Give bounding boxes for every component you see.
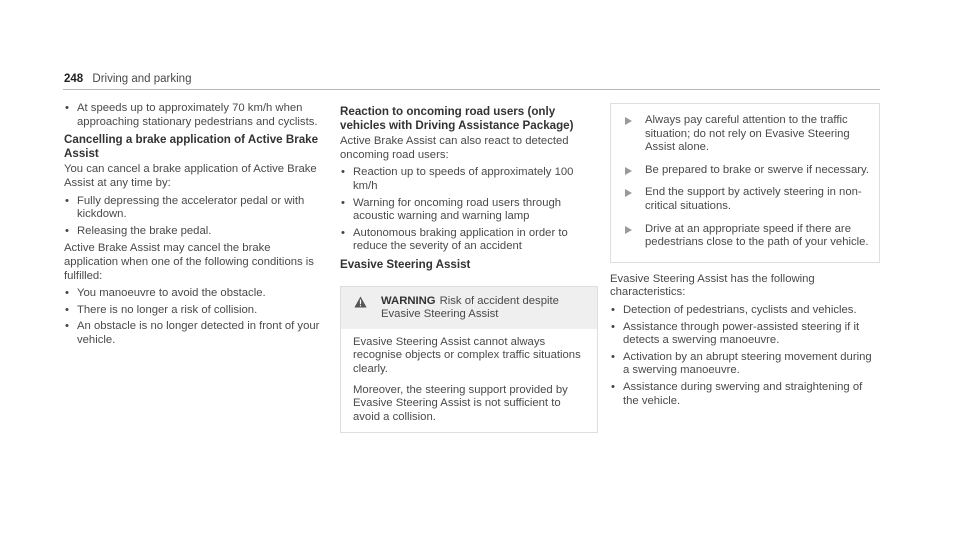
cancel-heading: Cancelling a brake application of Active Brake Assist bbox=[64, 133, 319, 160]
instruction-text: Be prepared to brake or swerve if necessary. bbox=[645, 163, 869, 176]
arrow-right-icon bbox=[625, 189, 632, 197]
warning-header bbox=[341, 287, 597, 329]
instruction-box bbox=[610, 103, 880, 263]
instruction-item bbox=[619, 114, 871, 155]
evasive-heading: Evasive Steering Assist bbox=[340, 257, 471, 271]
characteristics-intro: Evasive Steering Assist has the following characteristics: bbox=[610, 272, 815, 299]
list-item: • Warning for oncoming road users through acoustic warning and warning lamp bbox=[340, 197, 598, 224]
page-header bbox=[64, 73, 191, 87]
warning-paragraph-1: Evasive Steering Assist cannot always recognise objects or complex traffic situations clearly. bbox=[353, 335, 581, 375]
list-item: • Fully depressing the accelerator pedal or with kickdown. bbox=[64, 195, 322, 222]
warning-title: Risk of accident despite Evasive Steering Assist bbox=[381, 294, 559, 321]
list-item: • Activation by an abrupt steering movement during a swerving manoeuvre. bbox=[610, 351, 880, 378]
page-number: 248 bbox=[64, 73, 84, 85]
cancel-intro: You can cancel a brake application of Active Brake Assist at any time by: bbox=[64, 163, 317, 189]
list-item: • You manoeuvre to avoid the obstacle. bbox=[64, 287, 322, 301]
instruction-text: Always pay careful attention to the traffic situation; do not rely on Evasive Steering Assist alone. bbox=[645, 114, 850, 154]
instruction-item bbox=[619, 164, 871, 178]
instruction-list bbox=[611, 104, 879, 262]
column-1 bbox=[64, 102, 322, 352]
instruction-item bbox=[619, 223, 871, 250]
oncoming-heading: Reaction to oncoming road users (only vehicles with Driving Assistance Package) bbox=[340, 105, 574, 132]
speed-bullet-list bbox=[64, 102, 322, 129]
list-item: • Releasing the brake pedal. bbox=[64, 225, 322, 239]
list-item: • Assistance through power-assisted steering if it detects a swerving manoeuvre. bbox=[610, 321, 880, 348]
section-title: Driving and parking bbox=[92, 73, 192, 85]
list-item: • Detection of pedestrians, cyclists and vehicles. bbox=[610, 304, 880, 318]
oncoming-bullet-list bbox=[340, 166, 598, 254]
conditions-paragraph: Active Brake Assist may cancel the brake application when one of the following conditions is fulfilled: bbox=[64, 242, 314, 282]
conditions-bullet-list bbox=[64, 287, 322, 347]
list-item: • There is no longer a risk of collision. bbox=[64, 304, 322, 318]
warning-body bbox=[341, 329, 597, 433]
warning-label: WARNING bbox=[381, 294, 436, 307]
cancel-bullet-list bbox=[64, 195, 322, 239]
oncoming-intro: Active Brake Assist can also react to detected oncoming road users: bbox=[340, 135, 569, 161]
arrow-right-icon bbox=[625, 117, 632, 125]
list-item: • Assistance during swerving and straightening of the vehicle. bbox=[610, 381, 880, 408]
instruction-item bbox=[619, 186, 871, 213]
characteristics-bullet-list bbox=[610, 304, 880, 408]
arrow-right-icon bbox=[625, 167, 632, 175]
list-item: • At speeds up to approximately 70 km/h when approaching stationary pedestrians and cyclists. bbox=[64, 102, 322, 129]
column-3 bbox=[610, 103, 880, 412]
instruction-text: End the support by actively steering in non-critical situations. bbox=[645, 186, 862, 212]
header-divider bbox=[63, 89, 880, 90]
warning-icon bbox=[354, 296, 367, 308]
list-item: • Reaction up to speeds of approximately 100 km/h bbox=[340, 166, 598, 193]
column-2 bbox=[340, 102, 598, 433]
list-item: • Autonomous braking application in order to reduce the severity of an accident bbox=[340, 227, 598, 254]
instruction-text: Drive at an appropriate speed if there are pedestrians close to the path of your vehicle. bbox=[645, 222, 869, 249]
list-item: • An obstacle is no longer detected in front of your vehicle. bbox=[64, 320, 322, 347]
arrow-right-icon bbox=[625, 226, 632, 234]
warning-box bbox=[340, 286, 598, 434]
warning-paragraph-2: Moreover, the steering support provided by Evasive Steering Assist is not sufficient to avoid a collision. bbox=[353, 383, 568, 423]
